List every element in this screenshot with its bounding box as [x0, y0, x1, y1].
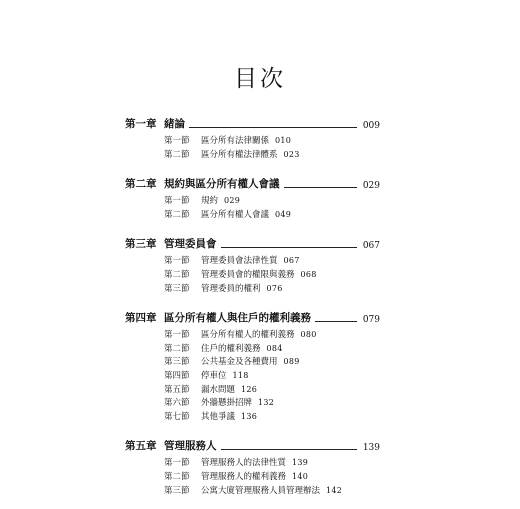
section-title: 停車位 [201, 370, 227, 381]
page-title: 目次 [234, 66, 286, 92]
section-page-number: 142 [326, 485, 343, 495]
section-title: 住戶的權利義務 [201, 343, 261, 354]
chapter-title: 管理委員會 [164, 238, 217, 251]
chapter-title: 管理服務人 [164, 440, 217, 453]
section-title: 區分所有權人會議 [201, 209, 270, 220]
section-title: 管理委員會的權限與義務 [201, 269, 295, 280]
section-page-number: 089 [283, 357, 300, 367]
chapter-heading[interactable] [125, 435, 380, 453]
chapter-number: 第四章 [125, 312, 157, 325]
section-entry[interactable] [164, 355, 380, 369]
section-title: 管理委員的權利 [201, 283, 261, 294]
section-page-number: 132 [258, 398, 275, 408]
section-page-number: 076 [266, 283, 283, 293]
section-title: 管理委員會法律性質 [201, 256, 278, 267]
section-number: 第一節 [164, 458, 190, 469]
section-list [125, 254, 380, 295]
toc-chapter [125, 307, 380, 423]
chapter-page-number: 067 [362, 241, 380, 252]
chapter-leader-rule [221, 247, 357, 248]
section-title: 規約 [201, 196, 219, 207]
section-number: 第六節 [164, 398, 190, 409]
chapter-leader-rule [189, 127, 357, 128]
section-number: 第二節 [164, 149, 190, 160]
toc-chapter [125, 233, 380, 295]
section-entry[interactable] [164, 369, 380, 383]
section-entry[interactable] [164, 194, 380, 208]
section-page-number: 118 [232, 370, 249, 380]
section-list [125, 134, 380, 161]
chapter-number: 第五章 [125, 440, 157, 453]
section-page-number: 136 [241, 411, 258, 421]
section-title: 其他爭議 [201, 411, 236, 422]
section-number: 第二節 [164, 471, 190, 482]
section-entry[interactable] [164, 134, 380, 148]
section-page-number: 068 [300, 269, 317, 279]
section-page-number: 023 [283, 149, 300, 159]
section-entry[interactable] [164, 268, 380, 282]
section-title: 公寓大廈管理服務人員管理辦法 [201, 485, 321, 496]
section-entry[interactable] [164, 470, 380, 484]
section-number: 第一節 [164, 330, 190, 341]
section-page-number: 084 [266, 343, 283, 353]
section-entry[interactable] [164, 282, 380, 296]
chapter-page-number: 079 [362, 315, 380, 326]
section-number: 第一節 [164, 136, 190, 146]
section-title: 區分所有權人的權利義務 [201, 330, 295, 341]
chapter-page-number: 029 [362, 181, 380, 192]
section-list [125, 328, 380, 423]
chapter-page-number: 139 [362, 443, 380, 454]
section-number: 第二節 [164, 209, 190, 220]
section-entry[interactable] [164, 383, 380, 397]
section-entry[interactable] [164, 328, 380, 342]
chapter-heading[interactable] [125, 113, 380, 131]
chapter-heading[interactable] [125, 173, 380, 191]
section-entry[interactable] [164, 254, 380, 268]
section-page-number: 029 [224, 196, 241, 206]
chapter-title: 區分所有權人與住戶的權利義務 [164, 312, 311, 325]
section-number: 第五節 [164, 384, 190, 395]
chapter-number: 第一章 [125, 118, 157, 130]
chapter-page-number: 009 [362, 121, 380, 131]
section-entry[interactable] [164, 456, 380, 470]
section-entry[interactable] [164, 410, 380, 424]
toc-chapter [125, 173, 380, 221]
chapter-leader-rule [315, 321, 357, 322]
section-entry[interactable] [164, 396, 380, 410]
section-number: 第一節 [164, 256, 190, 267]
section-page-number: 067 [283, 256, 300, 266]
section-title: 管理服務人的法律性質 [201, 458, 287, 469]
section-page-number: 140 [292, 471, 309, 481]
section-entry[interactable] [164, 208, 380, 222]
toc-chapter [125, 435, 380, 497]
section-number: 第一節 [164, 196, 190, 207]
toc-chapter [125, 113, 380, 161]
table-of-contents [125, 113, 380, 509]
section-title: 管理服務人的權利義務 [201, 471, 287, 482]
chapter-heading[interactable] [125, 233, 380, 251]
chapter-title: 緒論 [164, 118, 185, 130]
section-page-number: 080 [300, 330, 317, 340]
chapter-number: 第二章 [125, 178, 157, 191]
section-number: 第七節 [164, 411, 190, 422]
section-title: 區分所有權法律體系 [201, 149, 278, 160]
chapter-leader-rule [284, 187, 357, 188]
section-number: 第三節 [164, 485, 190, 496]
section-entry[interactable] [164, 342, 380, 356]
section-title: 外牆懸掛招牌 [201, 398, 253, 409]
section-number: 第三節 [164, 357, 190, 368]
section-page-number: 010 [275, 136, 292, 145]
chapter-title: 規約與區分所有權人會議 [164, 178, 280, 191]
section-page-number: 126 [241, 384, 258, 394]
section-number: 第三節 [164, 283, 190, 294]
section-title: 漏水問題 [201, 384, 236, 395]
section-list [125, 194, 380, 221]
chapter-heading[interactable] [125, 307, 380, 325]
section-entry[interactable] [164, 148, 380, 162]
section-page-number: 049 [275, 209, 292, 219]
section-title: 區分所有法律關係 [201, 136, 270, 146]
section-list [125, 456, 380, 497]
section-number: 第二節 [164, 269, 190, 280]
section-entry[interactable] [164, 484, 380, 498]
section-number: 第二節 [164, 343, 190, 354]
section-title: 公共基金及各種費用 [201, 357, 278, 368]
chapter-leader-rule [221, 449, 357, 450]
section-number: 第四節 [164, 370, 190, 381]
section-page-number: 139 [292, 458, 309, 468]
chapter-number: 第三章 [125, 238, 157, 251]
